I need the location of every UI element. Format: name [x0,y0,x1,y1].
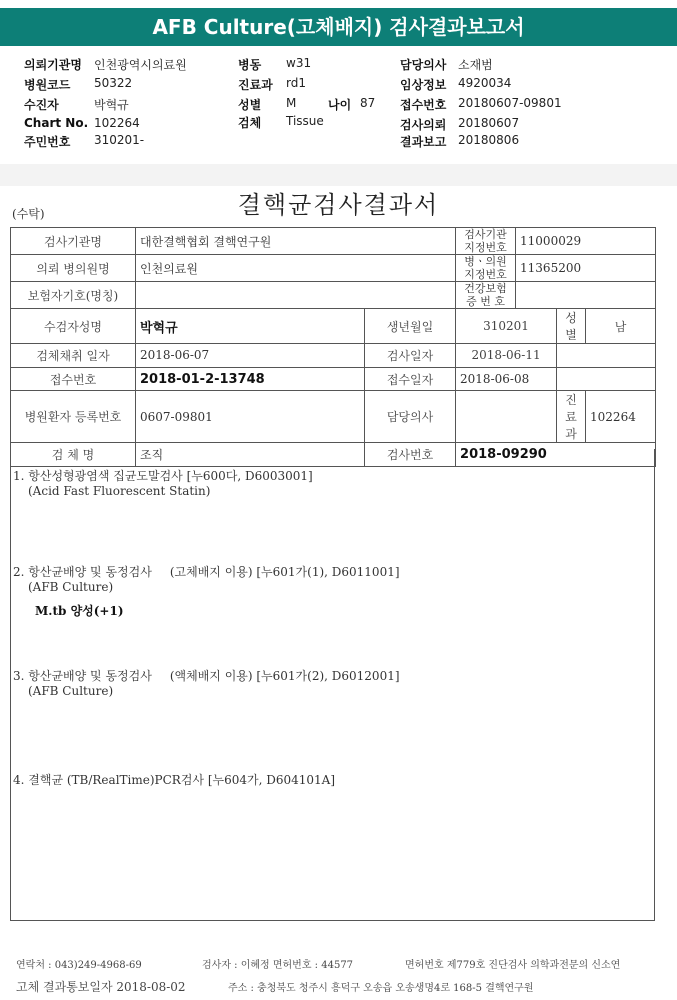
table-row [11,255,656,282]
hospital-id: 11365200 [516,255,656,282]
header-value: 310201- [94,133,145,147]
header-value: 87 [360,96,376,110]
test-english-name: (Acid Fast Fluorescent Statin) [28,484,211,498]
test-result: M.tb 양성(+1) [35,604,124,618]
test-item-3 [13,669,400,699]
collect-date: 2018-06-07 [136,344,365,368]
reg-no: 0607-09801 [136,391,365,443]
hospital-label: 의뢰 병의원명 [11,255,136,282]
sex-label: 성별 [557,309,586,344]
dob-label: 생년월일 [365,309,456,344]
header-label: 검사의뢰 [400,118,447,132]
header-value: 인천광역시의료원 [94,58,187,72]
hospital-id-label: 병ㆍ의원 지정번호 [456,255,516,282]
header-value: w31 [286,56,312,70]
reg-no-label: 병원환자 등록번호 [11,391,136,443]
header-label: 접수번호 [400,98,447,112]
test-results-box [10,449,655,921]
header-label: 주민번호 [24,135,71,149]
test-name: 4. 결핵균 (TB/RealTime)PCR검사 [누604가, D604101A] [13,773,336,787]
test-item-1 [13,469,313,499]
doctor-value [456,391,557,443]
header-value: 20180607 [458,116,520,130]
footer-tester: 검사자 : 이혜정 면허번호 : 44577 [202,960,354,971]
doctor-label: 담당의사 [365,391,456,443]
insurance-value [136,282,456,309]
table-row [11,228,656,255]
lab-name: 대한결핵협회 결핵연구원 [136,228,456,255]
patient-name: 박혁규 [136,309,365,344]
empty-cell [557,367,656,391]
header-value: Tissue [286,114,324,128]
test-english-name: (AFB Culture) [28,684,114,698]
header-label: 병원코드 [24,78,71,92]
header-label: 진료과 [238,78,273,92]
test-item-2 [13,565,400,595]
header-label: 나이 [328,98,352,112]
header-value: 20180806 [458,133,520,147]
header-value: rd1 [286,76,306,90]
header-value: 20180607-09801 [458,96,562,110]
reception-no-label: 접수번호 [11,367,136,391]
table-row [11,367,656,391]
empty-cell [557,344,656,368]
header-value: 50322 [94,76,133,90]
header-label: 의뢰기관명 [24,58,82,72]
table-row [11,391,656,443]
specimen-label: 검 체 명 [11,443,136,467]
test-date-label: 검사일자 [365,344,456,368]
patient-label: 수검자성명 [11,309,136,344]
header-label: 임상정보 [400,78,447,92]
header-value: M [286,96,297,110]
health-id-label: 건강보험 증 번 호 [456,282,516,309]
report-info-table [10,227,656,467]
test-english-name: (AFB Culture) [28,580,114,594]
header-label: 성별 [238,98,262,112]
test-no: 2018-09290 [456,443,656,467]
header-label: 병동 [238,58,262,72]
test-item-4 [13,773,335,788]
report-title-bar: AFB Culture(고체배지) 검사결과보고서 [0,8,677,46]
dept-label: 진료과 [557,391,586,443]
lab-id: 11000029 [516,228,656,255]
header-value: 102264 [94,116,140,130]
hospital-name: 인천의료원 [136,255,456,282]
test-no-label: 검사번호 [365,443,456,467]
lab-id-label: 검사기관 지정번호 [456,228,516,255]
reception-no: 2018-01-2-13748 [136,367,365,391]
header-label: Chart No. [24,116,89,130]
test-name: 1. 항산성형광염색 집균도말검사 [누600다, D6003001] [13,469,313,483]
reception-date: 2018-06-08 [456,367,557,391]
header-label: 담당의사 [400,58,447,72]
dept-value: 102264 [586,391,656,443]
test-date: 2018-06-11 [456,344,557,368]
lab-label: 검사기관명 [11,228,136,255]
test-method: (액체배지 이용) [누601가(2), D6012001] [169,669,400,683]
reception-date-label: 접수일자 [365,367,456,391]
health-id-value [516,282,656,309]
header-value: 박혁규 [94,98,129,112]
consignment-stamp: (수탁) [12,207,45,221]
test-name: 2. 항산균배양 및 동정검사 [13,565,152,579]
header-label: 결과보고 [400,135,447,149]
collect-date-label: 검체채취 일자 [11,344,136,368]
footer-contact: 연락처 : 043)249-4968-69 [16,960,142,971]
dob-value: 310201 [456,309,557,344]
specimen-value: 조직 [136,443,365,467]
header-value: 소재범 [458,58,493,72]
sex-value: 남 [586,309,656,344]
footer-report-date: 고체 결과통보일자 2018-08-02 [16,980,186,994]
section-divider [0,164,677,186]
footer-address: 주소 : 충청북도 청주시 흥덕구 오송읍 오송생명4로 168-5 결핵연구원 [228,983,534,994]
table-row [11,309,656,344]
header-value: 4920034 [458,76,512,90]
header-label: 수진자 [24,98,59,112]
table-row [11,344,656,368]
header-label: 검체 [238,116,262,130]
insurance-label: 보험자기호(명칭) [11,282,136,309]
test-method: (고체배지 이용) [누601가(1), D6011001] [169,565,400,579]
test-name: 3. 항산균배양 및 동정검사 [13,669,152,683]
report-document-title: 결핵균검사결과서 [237,191,440,219]
table-row [11,282,656,309]
footer-license: 면허번호 제779호 진단검사 의학과전문의 신소연 [405,960,621,971]
